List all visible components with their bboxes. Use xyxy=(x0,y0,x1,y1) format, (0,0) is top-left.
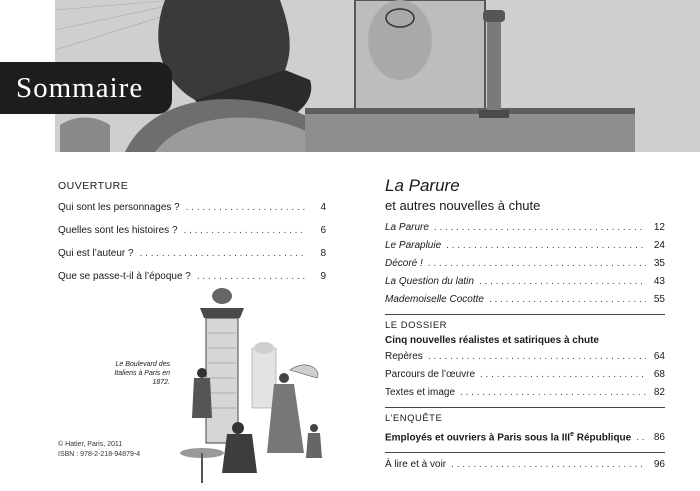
story-page: 24 xyxy=(653,240,665,251)
dossier-entry-label: Parcours de l’œuvre xyxy=(385,369,476,380)
toc-entry-page: 6 xyxy=(320,225,326,236)
leader-dots xyxy=(480,368,646,382)
toc-entry-label: Qui est l’auteur ? xyxy=(58,248,134,259)
dossier-entry-label: Repères xyxy=(385,351,423,362)
leader-dots xyxy=(446,239,646,253)
enquete-entry[interactable] xyxy=(385,428,665,446)
story-entry[interactable] xyxy=(385,257,665,275)
alire-entry[interactable] xyxy=(385,458,665,476)
story-page: 55 xyxy=(653,294,665,305)
story-title: La Question du latin xyxy=(385,276,474,287)
toc-entry[interactable] xyxy=(58,247,326,270)
story-title: Mademoiselle Cocotte xyxy=(385,294,484,305)
dossier-entry[interactable] xyxy=(385,350,665,368)
story-entry[interactable] xyxy=(385,221,665,239)
story-page: 43 xyxy=(653,276,665,287)
story-title: La Parure xyxy=(385,222,429,233)
dossier-subtitle: Cinq nouvelles réalistes et satiriques à chute xyxy=(385,335,599,346)
leader-dots xyxy=(140,247,306,261)
dossier-entry-label: Textes et image xyxy=(385,387,456,398)
copyright-text: © Hatier, Paris, 2011 xyxy=(58,441,123,448)
dossier-entry-page: 68 xyxy=(653,369,665,380)
leader-dots xyxy=(460,386,646,400)
book-title: La Parure xyxy=(385,176,460,195)
enquete-label xyxy=(385,428,631,445)
copyright-block xyxy=(58,440,140,460)
toc-entry[interactable] xyxy=(58,224,326,247)
illustration-caption: Le Boulevard des Italiens à Paris en 1872. xyxy=(114,361,170,386)
toc-entry-label: Quelles sont les histoires ? xyxy=(58,225,178,236)
leader-dots xyxy=(428,350,646,364)
isbn-text: ISBN : 978-2-218-94879-4 xyxy=(58,451,141,458)
story-entry[interactable] xyxy=(385,293,665,311)
sommaire-title-badge xyxy=(0,62,172,114)
toc-entry-page: 8 xyxy=(320,248,326,259)
leader-dots xyxy=(186,201,306,215)
alire-page: 96 xyxy=(653,459,665,470)
dossier-entry-page: 64 xyxy=(653,351,665,362)
story-title: Décoré ! xyxy=(385,258,423,269)
leader-dots xyxy=(428,257,646,271)
leader-dots xyxy=(434,221,646,235)
enquete-page: 86 xyxy=(653,432,665,444)
leader-dots xyxy=(489,293,646,307)
enquete-label-end: République xyxy=(574,432,632,444)
story-page: 35 xyxy=(653,258,665,269)
section-ouverture: OUVERTURE xyxy=(58,180,129,192)
dossier-entry[interactable] xyxy=(385,386,665,404)
page-title: Sommaire xyxy=(16,71,144,104)
toc-entry-page: 9 xyxy=(320,271,326,282)
toc-entry[interactable] xyxy=(58,201,326,224)
section-dossier: LE DOSSIER xyxy=(385,320,448,331)
dossier-entry[interactable] xyxy=(385,368,665,386)
toc-entry-page: 4 xyxy=(320,202,326,213)
enquete-label-sup: e xyxy=(570,431,574,438)
section-divider xyxy=(385,314,665,315)
story-title: Le Parapluie xyxy=(385,240,442,251)
section-divider xyxy=(385,407,665,408)
toc-entry-label: Qui sont les personnages ? xyxy=(58,202,180,213)
alire-label: À lire et à voir xyxy=(385,459,447,470)
story-page: 12 xyxy=(653,222,665,233)
story-entry[interactable] xyxy=(385,275,665,293)
leader-dots xyxy=(636,431,646,445)
section-enquete: L’ENQUÊTE xyxy=(385,413,443,424)
left-column xyxy=(58,180,326,293)
book-subtitle: et autres nouvelles à chute xyxy=(385,198,541,213)
toc-entry-label: Que se passe-t-il à l’époque ? xyxy=(58,271,191,282)
leader-dots xyxy=(451,458,646,472)
dossier-entry-page: 82 xyxy=(653,387,665,398)
story-entry[interactable] xyxy=(385,239,665,257)
right-column xyxy=(385,176,665,476)
enquete-label-main: Employés et ouvriers à Paris sous la III xyxy=(385,432,571,444)
leader-dots xyxy=(184,224,306,238)
section-divider xyxy=(385,452,665,453)
leader-dots xyxy=(479,275,646,289)
boulevard-illustration xyxy=(172,278,332,486)
